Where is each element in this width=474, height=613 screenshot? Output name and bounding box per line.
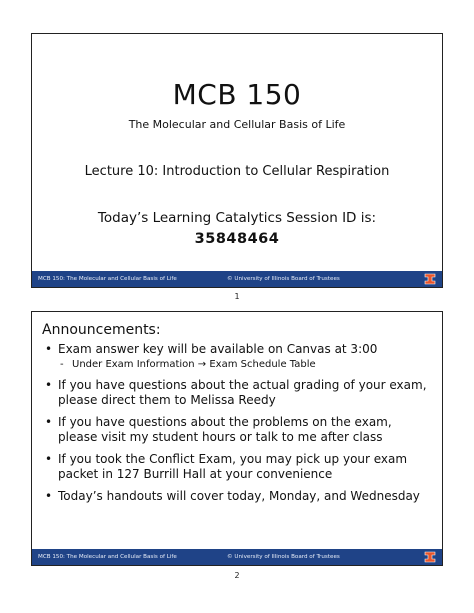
slide-subtitle: The Molecular and Cellular Basis of Life [128, 118, 346, 131]
footer-copyright: © University of Illinois Board of Trustees [227, 554, 340, 560]
dash-icon: - [60, 359, 64, 370]
footer-course: MCB 150: The Molecular and Cellular Basis of Life [38, 276, 177, 282]
illinois-i-logo-icon [424, 273, 436, 285]
announcements-list [42, 342, 434, 511]
announcements-heading: Announcements: [42, 322, 161, 338]
bullet-icon: • [45, 452, 53, 466]
bullet-icon: • [45, 378, 53, 392]
page-number-2: 2 [234, 571, 240, 580]
list-item: • If you have questions about the problems on the exam, please visit my student hours or talk to me after class [45, 415, 392, 444]
sub-list-item: - Under Exam Information → Exam Schedule Table [60, 359, 316, 370]
page-number-1: 1 [234, 292, 240, 301]
bullet-icon: • [45, 342, 53, 356]
footer-copyright: © University of Illinois Board of Trustees [227, 276, 340, 282]
slide-footer [32, 549, 442, 565]
session-label: Today’s Learning Catalytics Session ID is: [97, 210, 377, 226]
slide-title: MCB 150 [172, 78, 302, 111]
slide-1 [31, 33, 443, 288]
list-item: • If you took the Conflict Exam, you may pick up your exam packet in 127 Burrill Hall at your convenience [45, 452, 408, 481]
slide-2 [31, 311, 443, 566]
lecture-title: Lecture 10: Introduction to Cellular Respiration [84, 164, 390, 179]
footer-course: MCB 150: The Molecular and Cellular Basis of Life [38, 554, 177, 560]
list-item: • If you have questions about the actual grading of your exam, please direct them to Melissa Reedy [45, 378, 427, 407]
bullet-icon: • [45, 415, 53, 429]
bullet-icon: • [45, 489, 53, 503]
slide-footer [32, 271, 442, 287]
list-item: • Today’s handouts will cover today, Monday, and Wednesday [45, 489, 420, 503]
list-item: • Exam answer key will be available on Canvas at 3:00 [45, 342, 378, 356]
illinois-i-logo-icon [424, 551, 436, 563]
session-id: 35848464 [194, 231, 280, 247]
